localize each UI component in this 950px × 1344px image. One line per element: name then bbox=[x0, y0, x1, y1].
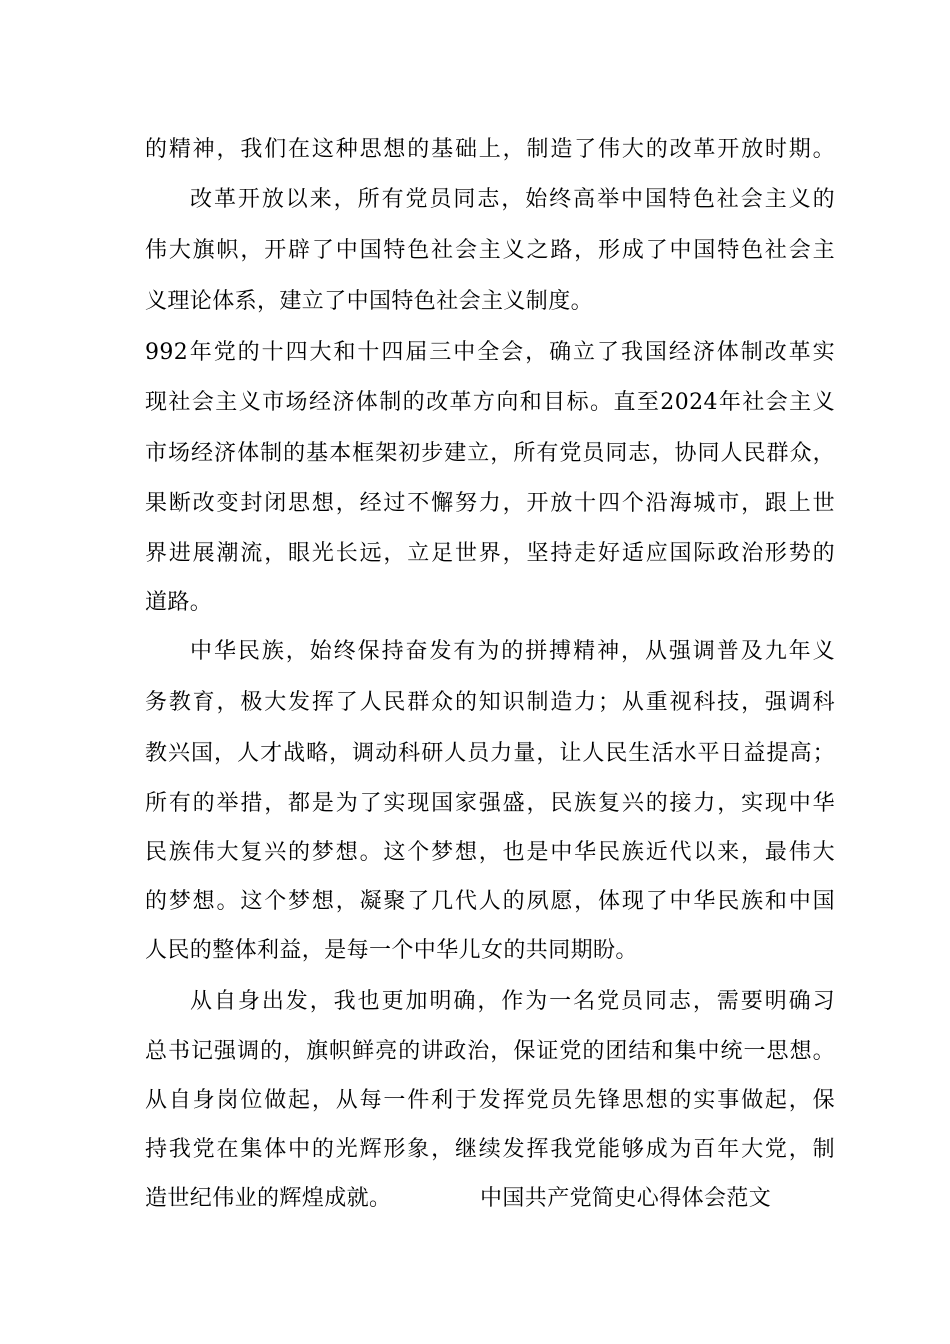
text-line: 民族伟大复兴的梦想。这个梦想，也是中华民族近代以来，最伟大 bbox=[145, 840, 835, 865]
paragraph-start-line: 中华民族，始终保持奋发有为的拼搏精神，从强调普及九年义 bbox=[190, 639, 835, 664]
text-line: 果断改变封闭思想，经过不懈努力，开放十四个沿海城市，跟上世 bbox=[145, 491, 835, 516]
paragraph-start-line: 992年党的十四大和十四届三中全会，确立了我国经济体制改革实 bbox=[145, 340, 835, 365]
text-line: 的梦想。这个梦想，凝聚了几代人的夙愿，体现了中华民族和中国 bbox=[145, 889, 835, 914]
text-line: 现社会主义市场经济体制的改革方向和目标。直至2024年社会主义 bbox=[145, 390, 835, 415]
text-line: 道路。 bbox=[145, 590, 213, 615]
text-line: 伟大旗帜，开辟了中国特色社会主义之路，形成了中国特色社会主 bbox=[145, 238, 835, 263]
text-line: 所有的举措，都是为了实现国家强盛，民族复兴的接力，实现中华 bbox=[145, 791, 835, 816]
text-line: 务教育，极大发挥了人民群众的知识制造力；从重视科技，强调科 bbox=[145, 690, 835, 715]
text-line: 从自身岗位做起，从每一件利于发挥党员先锋思想的实事做起，保 bbox=[145, 1088, 835, 1113]
text-line: 的精神，我们在这种思想的基础上，制造了伟大的改革开放时期。 bbox=[145, 137, 835, 162]
text-line: 造世纪伟业的辉煌成就。 bbox=[145, 1186, 392, 1211]
text-line: 持我党在集体中的光辉形象，继续发挥我党能够成为百年大党，制 bbox=[145, 1137, 835, 1162]
text-line: 义理论体系，建立了中国特色社会主义制度。 bbox=[145, 289, 594, 314]
paragraph-start-line: 改革开放以来，所有党员同志，始终高举中国特色社会主义的 bbox=[190, 187, 835, 212]
text-line: 总书记强调的，旗帜鲜亮的讲政治，保证党的团结和集中统一思想。 bbox=[145, 1039, 835, 1064]
text-line: 教兴国，人才战略，调动科研人员力量，让人民生活水平日益提高； bbox=[145, 741, 835, 766]
text-line: 人民的整体利益，是每一个中华儿女的共同期盼。 bbox=[145, 938, 638, 963]
text-line: 界进展潮流，眼光长远，立足世界，坚持走好适应国际政治形势的 bbox=[145, 541, 835, 566]
document-title-trailer: 中国共产党简史心得体会范文 bbox=[480, 1186, 772, 1211]
paragraph-start-line: 从自身出发，我也更加明确，作为一名党员同志，需要明确习 bbox=[190, 989, 835, 1014]
text-line: 市场经济体制的基本框架初步建立，所有党员同志，协同人民群众， bbox=[145, 441, 835, 466]
